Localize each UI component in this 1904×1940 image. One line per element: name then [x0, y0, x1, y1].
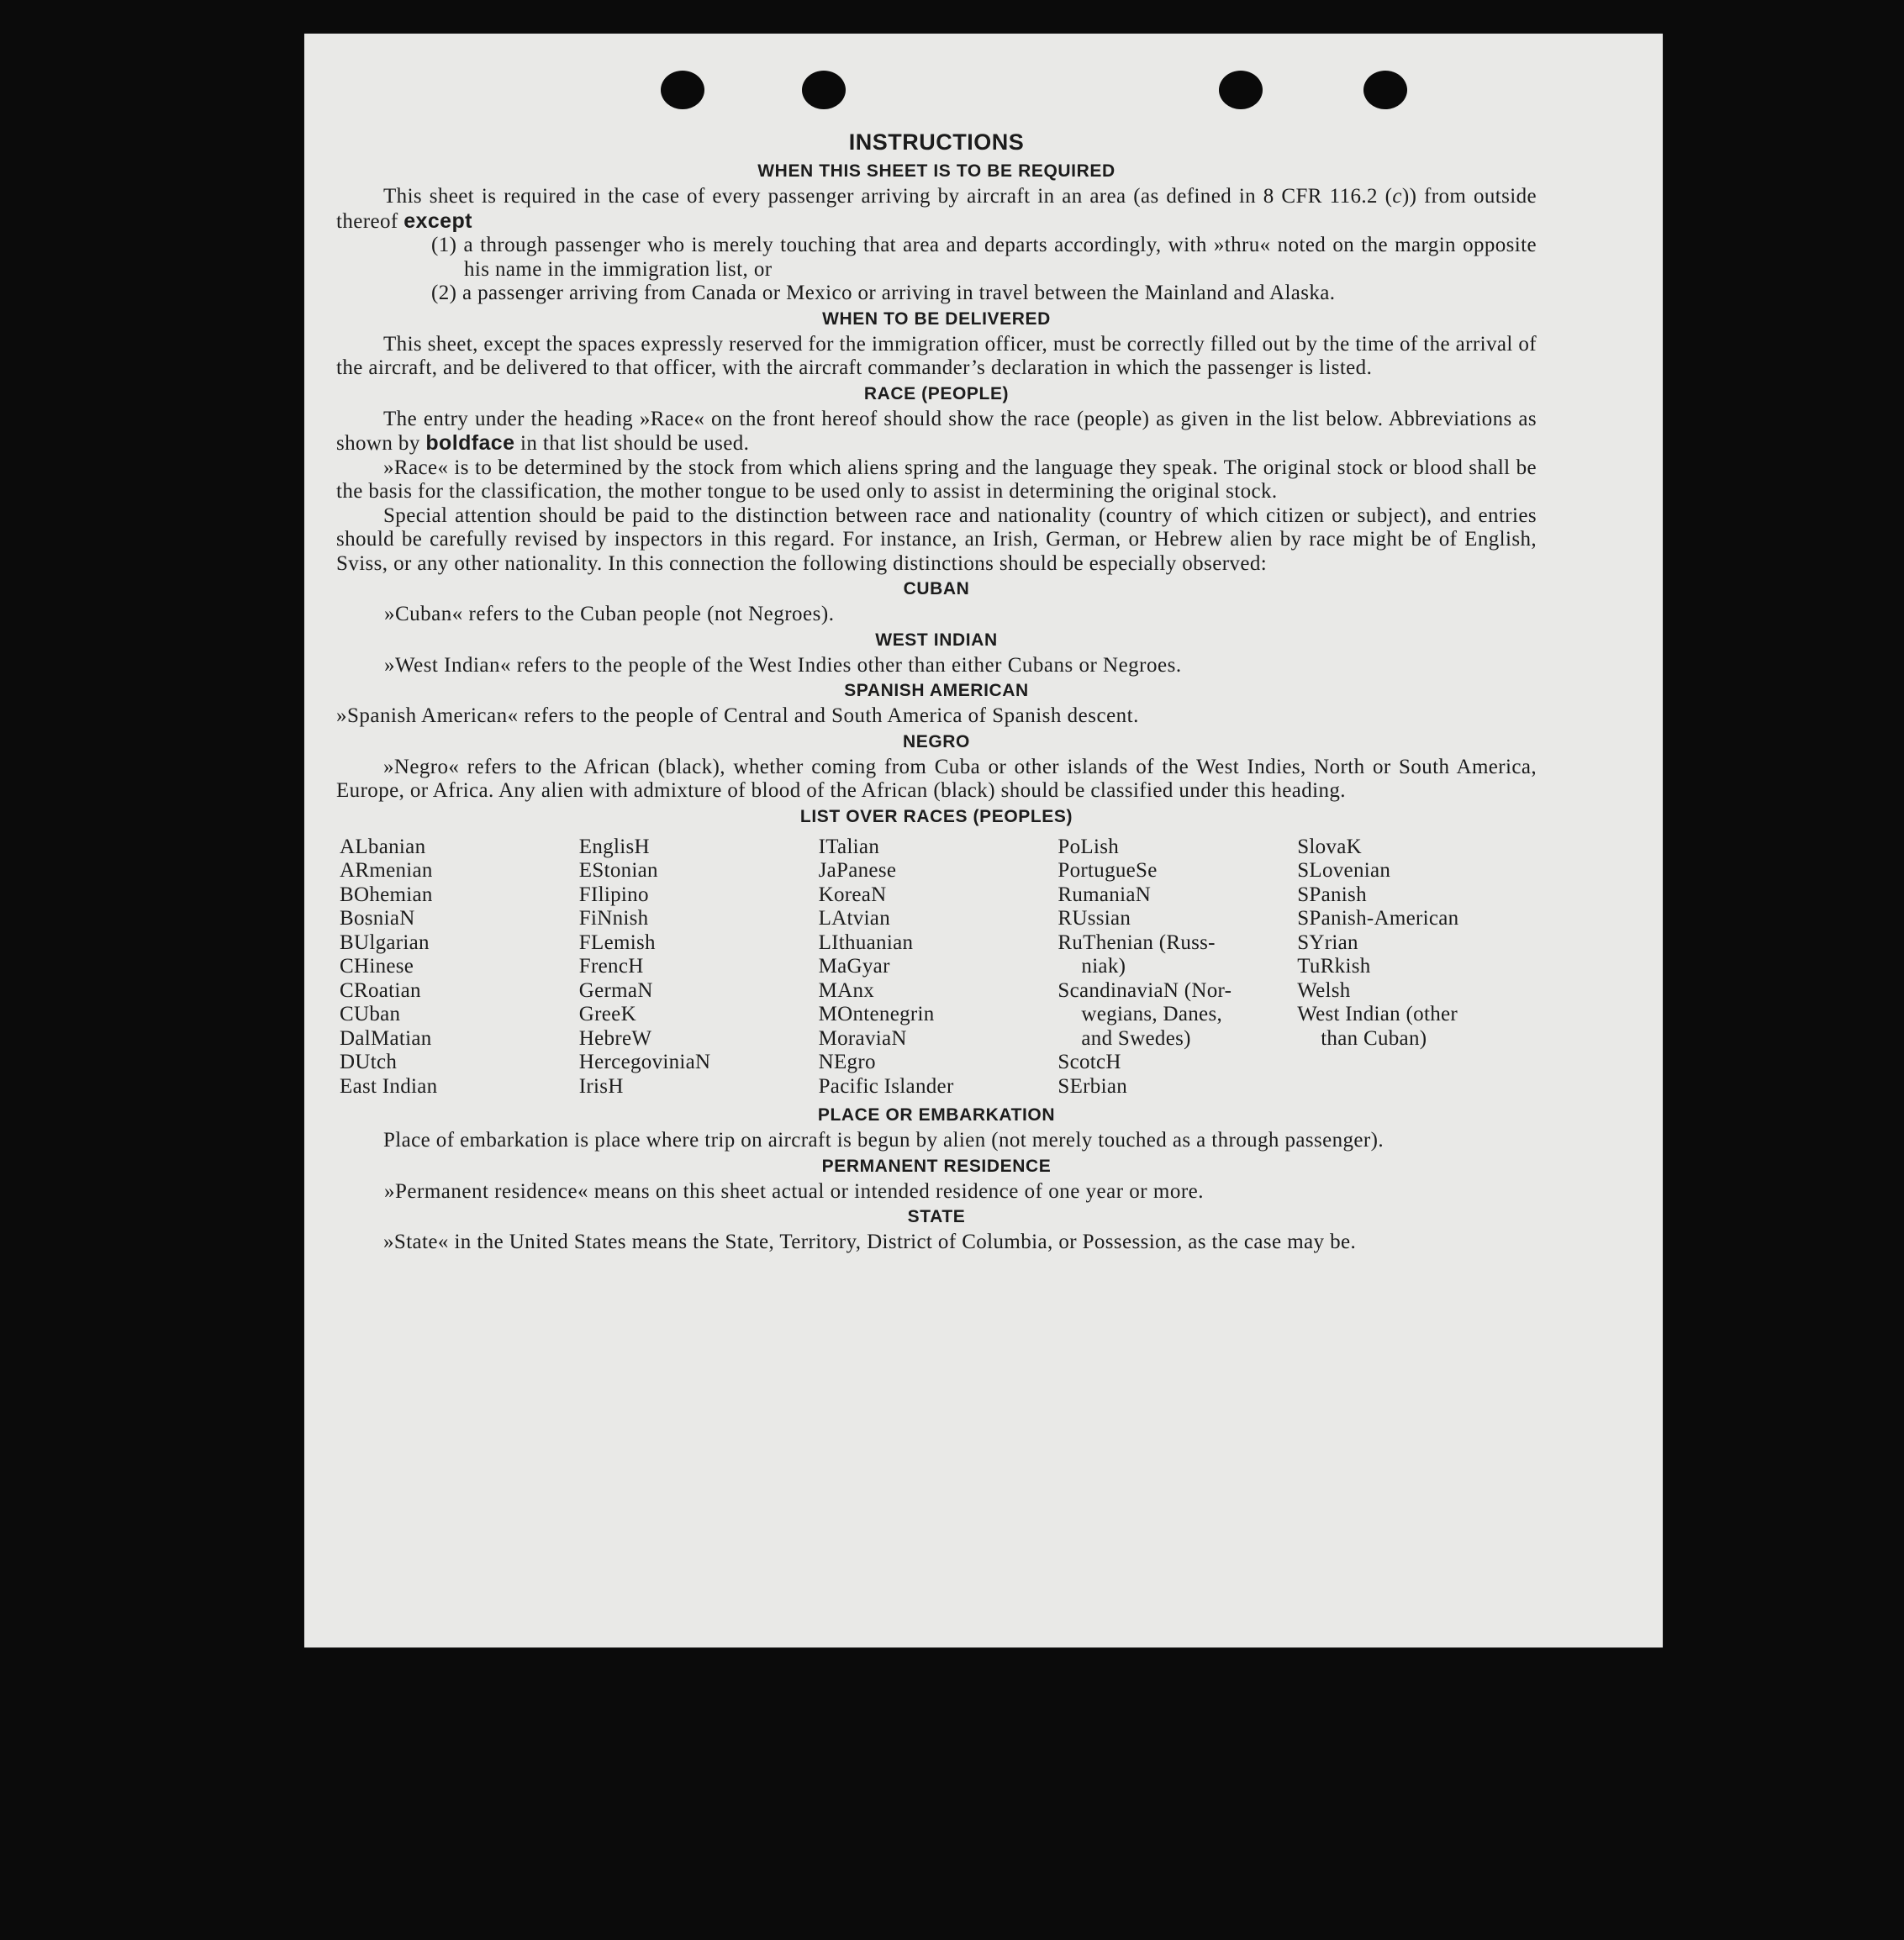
race-entry: PortugueSe — [1057, 859, 1158, 882]
race-entry: niak) — [1081, 955, 1126, 978]
race-entry: CHinese — [340, 955, 414, 978]
race-entry: West Indian (other — [1297, 1003, 1458, 1025]
race-entry: HebreW — [578, 1026, 652, 1050]
race-entry: East Indian — [340, 1074, 438, 1098]
race-entry: NEgro — [818, 1051, 876, 1073]
race-entry: than Cuban) — [1321, 1026, 1427, 1050]
race-entry: RumaniaN — [1057, 883, 1152, 906]
race-entry: FLemish — [578, 930, 656, 954]
race-entry: IrisH — [578, 1074, 624, 1098]
race-list-column-3 — [819, 836, 1058, 1099]
race-entry: Welsh — [1297, 978, 1351, 1002]
race-entry: EnglisH — [578, 835, 650, 858]
section-heading-state: STATE — [907, 1207, 966, 1226]
race-entry: LIthuanian — [818, 930, 914, 954]
race-entry: ARmenian — [340, 859, 433, 882]
race-list-column-1 — [340, 836, 579, 1099]
race-entry: JaPanese — [818, 859, 897, 882]
section-heading-residence: PERMANENT RESIDENCE — [821, 1156, 1052, 1176]
race-entry: SPanish-American — [1297, 907, 1459, 930]
race-paragraph-3: Special attention should be paid to the distinction between race and nationality (country of which citizen or subject), and entries should be carefully revised by inspectors in this regard. For instance, an Irish, German, or Hebrew alien by race might be of English, Sviss, or any other nationality. In this connection the following distinctions should be especially observed: — [336, 503, 1537, 575]
page-title: INSTRUCTIONS — [848, 129, 1025, 155]
race-entry: MOntenegrin — [818, 1003, 935, 1025]
race-entry: Pacific Islander — [818, 1074, 954, 1098]
exception-item-2: (2) a passenger arriving from Canada or Mexico or arriving in travel between the Mainland and Alaska. — [431, 282, 1336, 304]
race-entry: SPanish — [1297, 883, 1367, 906]
race-paragraph-1: The entry under the heading »Race« on the front hereof should show the race (people) as given in the list below. Abbreviations as shown by boldface in that list should be used. — [336, 407, 1537, 455]
state-text: »State« in the United States means the State, Territory, District of Columbia, or Possession, as the case may be. — [383, 1231, 1357, 1253]
west-indian-text: »West Indian« refers to the people of the West Indies other than either Cubans or Negroes. — [384, 653, 1182, 677]
race-entry: EStonian — [578, 859, 658, 882]
section-heading-negro: NEGRO — [902, 731, 970, 751]
negro-text: »Negro« refers to the African (black), whether coming from Cuba or other islands of the West Indies, North or South America, Europe, or Africa. Any alien with admixture of blood of the African (black) should be classified under this heading. — [336, 755, 1537, 802]
race-entry: MAnx — [818, 978, 875, 1002]
race-entry: DalMatian — [340, 1026, 432, 1050]
race-entry: and Swedes) — [1081, 1026, 1191, 1050]
race-list-column-5 — [1297, 836, 1537, 1099]
spanish-american-text: »Spanish American« refers to the people of Central and South America of Spanish descent. — [336, 704, 1139, 727]
residence-text: »Permanent residence« means on this sheet actual or intended residence of one year or more. — [384, 1179, 1205, 1203]
race-entry: KoreaN — [818, 883, 887, 906]
race-entry: MoraviaN — [818, 1026, 907, 1050]
section-heading-when-required: WHEN THIS SHEET IS TO BE REQUIRED — [757, 161, 1116, 181]
race-entry: FrencH — [578, 955, 644, 978]
instructions-content — [336, 128, 1537, 1255]
race-list-column-2 — [579, 836, 819, 1099]
race-entry: ITalian — [818, 835, 880, 858]
race-entry: wegians, Danes, — [1081, 1003, 1223, 1025]
race-list — [340, 836, 1537, 1099]
race-entry: GreeK — [578, 1003, 636, 1025]
race-entry: TuRkish — [1297, 955, 1371, 978]
punch-hole — [661, 71, 704, 109]
race-entry: RUssian — [1057, 907, 1131, 930]
race-entry: PoLish — [1057, 835, 1120, 858]
race-entry: CRoatian — [340, 978, 421, 1002]
race-list-column-4 — [1057, 836, 1297, 1099]
race-entry: RuThenian (Russ- — [1057, 930, 1216, 954]
race-entry: ScotcH — [1057, 1051, 1121, 1073]
section-heading-race-list: LIST OVER RACES (PEOPLES) — [799, 806, 1073, 826]
race-entry: ScandinaviaN (Nor- — [1057, 978, 1232, 1002]
race-entry: SErbian — [1057, 1074, 1128, 1098]
race-entry: HercegoviniaN — [578, 1051, 711, 1073]
exception-item-1: (1) a through passenger who is merely touching that area and departs accordingly, with »thru« noted on the margin opposite his name in the immigration list, or — [431, 234, 1537, 281]
section-heading-race: RACE (PEOPLE) — [863, 383, 1010, 403]
section-heading-spanish-american: SPANISH AMERICAN — [844, 681, 1029, 700]
race-entry: ALbanian — [340, 835, 426, 858]
punch-hole — [1219, 71, 1263, 109]
section-heading-embarkation: PLACE OR EMBARKATION — [817, 1105, 1056, 1125]
section-heading-cuban: CUBAN — [903, 579, 970, 598]
race-entry: SLovenian — [1297, 859, 1391, 882]
race-entry: MaGyar — [818, 955, 890, 978]
section-heading-west-indian: WEST INDIAN — [875, 630, 998, 650]
punch-hole — [802, 71, 846, 109]
race-entry: GermaN — [578, 978, 653, 1002]
race-entry: DUtch — [340, 1051, 398, 1073]
race-paragraph-2: »Race« is to be determined by the stock from which aliens spring and the language they speak. The original stock or blood shall be the basis for the classification, the mother tongue to be used only to assist in determining the original stock. — [336, 456, 1537, 503]
race-entry: SlovaK — [1297, 835, 1362, 858]
race-entry: LAtvian — [818, 907, 891, 930]
punch-hole — [1363, 71, 1407, 109]
race-entry: FiNnish — [578, 907, 649, 930]
race-entry: BOhemian — [340, 883, 433, 906]
race-entry: SYrian — [1297, 930, 1358, 954]
race-entry: BosniaN — [340, 907, 415, 930]
race-entry: FIlipino — [578, 883, 649, 906]
document-page — [304, 34, 1663, 1647]
embarkation-text: Place of embarkation is place where trip on aircraft is begun by alien (not merely touched as a through passenger). — [383, 1129, 1384, 1152]
race-entry: BUlgarian — [340, 930, 430, 954]
when-delivered-text: This sheet, except the spaces expressly reserved for the immigration officer, must be correctly filled out by the time of the arrival of the aircraft, and be delivered to that officer, with the aircraft commander’s declaration in which the passenger is listed. — [336, 332, 1537, 379]
section-heading-when-delivered: WHEN TO BE DELIVERED — [822, 308, 1051, 329]
race-entry: CUban — [340, 1003, 401, 1025]
when-required-text: This sheet is required in the case of every passenger arriving by aircraft in an area (as defined in 8 CFR 116.2 (c)) from outside thereof except — [336, 185, 1537, 233]
cuban-text: »Cuban« refers to the Cuban people (not Negroes). — [384, 603, 835, 625]
